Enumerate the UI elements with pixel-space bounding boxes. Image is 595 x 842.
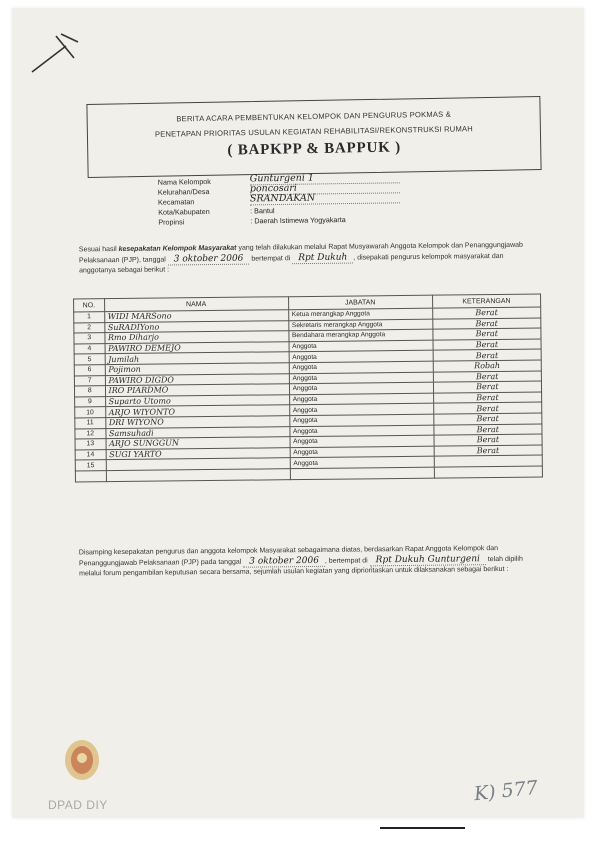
- footer-line: [380, 827, 465, 829]
- cell-no: 12: [75, 428, 106, 439]
- paragraph-2: Disamping kesepakatan pengurus dan anggota kelompok Masyarakat sebagaimana diatas, berdasarkan Rapat Anggota Kelompok dan Penanggungjawab Pelaksanaan (PJP) pada tanggal 3 oktober 2006 , bertempat di Rpt Dukuh Gunturgeni telah dipilih melalui forum pengambilan keputusan secara bersama, sejumlah usulan kegiatan yang diprioritaskan untuk dilaksanakan sebagai berikut :: [78, 545, 523, 578]
- cell-no: 9: [75, 396, 106, 407]
- cell-no: 1: [74, 312, 105, 323]
- members-table: [73, 294, 543, 482]
- header-title: ( BAPKPP & BAPPUK ): [227, 139, 402, 159]
- cell-jabatan: Anggota: [289, 425, 433, 437]
- corner-ink-mark: [26, 28, 86, 78]
- cell-jabatan: [290, 467, 434, 479]
- cell-jabatan: Anggota: [289, 372, 433, 384]
- info-label: Kelurahan/Desa: [157, 186, 210, 197]
- cell-nama: PAWIRO DEMEJO: [105, 341, 289, 354]
- info-value: Gunturgeni 1: [250, 171, 400, 185]
- cell-nama: Samsuhadi: [105, 426, 289, 439]
- cell-ket: Berat: [433, 328, 541, 340]
- info-value: SRANDAKAN: [250, 191, 400, 205]
- cell-jabatan: Anggota: [289, 382, 433, 394]
- cell-nama: PAWIRO DIGDO: [105, 373, 289, 386]
- cell-no: 8: [74, 386, 105, 397]
- cell-ket: Berat: [433, 381, 541, 393]
- cell-nama: [106, 469, 290, 482]
- info-value: poncosari: [250, 181, 400, 195]
- cell-nama: IRO PIARDMO: [105, 384, 289, 397]
- cell-no: 7: [74, 375, 105, 386]
- cell-jabatan: Anggota: [290, 456, 434, 468]
- cell-nama: SUGI YARTO: [106, 447, 290, 460]
- cell-jabatan: Sekretaris merangkap Anggota: [288, 319, 432, 331]
- cell-nama: ARJO SUNGGUN: [106, 437, 290, 450]
- archive-logo: [62, 738, 102, 782]
- column-header: NAMA: [104, 297, 288, 312]
- info-value: : Daerah Istimewa Yogyakarta: [250, 215, 346, 226]
- column-header: JABATAN: [288, 295, 432, 310]
- cell-ket: Berat: [432, 307, 540, 319]
- info-label: Kecamatan: [157, 197, 195, 207]
- cell-ket: Berat: [434, 434, 542, 446]
- cell-nama: Suparto Utomo: [105, 394, 289, 407]
- cell-jabatan: Anggota: [289, 404, 433, 416]
- cell-nama: WIDI MARSono: [104, 310, 288, 323]
- cell-nama: DRI WIYONO: [105, 416, 289, 429]
- cell-ket: Robah: [433, 360, 541, 372]
- cell-nama: ARJO WIYONTO: [105, 405, 289, 418]
- cell-ket: Berat: [433, 413, 541, 425]
- document-header: [86, 96, 541, 178]
- cell-no: 4: [74, 343, 105, 354]
- cell-ket: Berat: [433, 339, 541, 351]
- cell-jabatan: Anggota: [289, 414, 433, 426]
- cell-no: 5: [74, 354, 105, 365]
- cell-no: 6: [74, 365, 105, 376]
- watermark-text: DPAD DIY: [48, 798, 108, 812]
- meeting-place-2: Rpt Dukuh Gunturgeni: [370, 554, 486, 566]
- group-info: [158, 173, 401, 226]
- cell-no: 13: [75, 439, 106, 450]
- cell-jabatan: Ketua merangkap Anggota: [288, 308, 432, 320]
- cell-jabatan: Anggota: [290, 435, 434, 447]
- cell-nama: Jumilah: [105, 352, 289, 365]
- cell-no: 10: [75, 407, 106, 418]
- cell-jabatan: Anggota: [290, 446, 434, 458]
- cell-nama: Pojimon: [105, 363, 289, 376]
- cell-ket: Berat: [433, 371, 541, 383]
- meeting-date-2: 3 oktober 2006: [243, 556, 325, 568]
- paragraph-1: Sesuai hasil kesepakatan Kelompok Masyarakat yang telah dilakukan melalui Rapat Musyawarah Anggota Kelompok dan Penanggungjawab Pelaksanaan (PJP), tanggal 3 oktober 2006 bertempat di Rpt Dukuh , disepakati pengurus kelompok masyarakat dan anggotanya sebagai berikut :: [78, 241, 523, 275]
- archive-number: K) 577: [473, 776, 539, 806]
- header-line-1: BERITA ACARA PEMBENTUKAN KELOMPOK DAN PENGURUS POKMAS &: [176, 109, 451, 124]
- meeting-date-1: 3 oktober 2006: [168, 254, 250, 266]
- column-header: NO.: [74, 299, 105, 312]
- cell-jabatan: Anggota: [289, 361, 433, 373]
- cell-jabatan: Anggota: [289, 351, 433, 363]
- cell-nama: Rmo Diharjo: [104, 331, 288, 344]
- cell-no: 14: [75, 449, 106, 460]
- cell-jabatan: Bendahara merangkap Anggota: [288, 329, 432, 341]
- column-header: KETERANGAN: [432, 294, 540, 308]
- cell-no: 2: [74, 322, 105, 333]
- document-sheet: [12, 8, 584, 818]
- cell-ket: Berat: [432, 318, 540, 330]
- cell-ket: Berat: [434, 445, 542, 457]
- cell-ket: [434, 466, 542, 478]
- cell-no: 11: [75, 418, 106, 429]
- meeting-place-1: Rpt Dukuh: [292, 253, 353, 265]
- cell-jabatan: Anggota: [289, 393, 433, 405]
- info-value: : Bantul: [250, 206, 275, 216]
- cell-jabatan: Anggota: [289, 340, 433, 352]
- info-label: Nama Kelompok: [157, 176, 211, 187]
- info-label: Kota/Kabupaten: [158, 206, 210, 217]
- cell-ket: Berat: [434, 424, 542, 436]
- cell-ket: Berat: [433, 402, 541, 414]
- cell-no: 3: [74, 333, 105, 344]
- cell-no: [75, 471, 106, 482]
- cell-ket: Berat: [433, 349, 541, 361]
- cell-ket: Berat: [433, 392, 541, 404]
- header-line-2: PENETAPAN PRIORITAS USULAN KEGIATAN REHABILITASI/REKONSTRUKSI RUMAH: [154, 124, 473, 139]
- info-label: Propinsi: [158, 217, 185, 227]
- cell-nama: SuRADIYono: [104, 320, 288, 333]
- cell-no: 15: [75, 460, 106, 471]
